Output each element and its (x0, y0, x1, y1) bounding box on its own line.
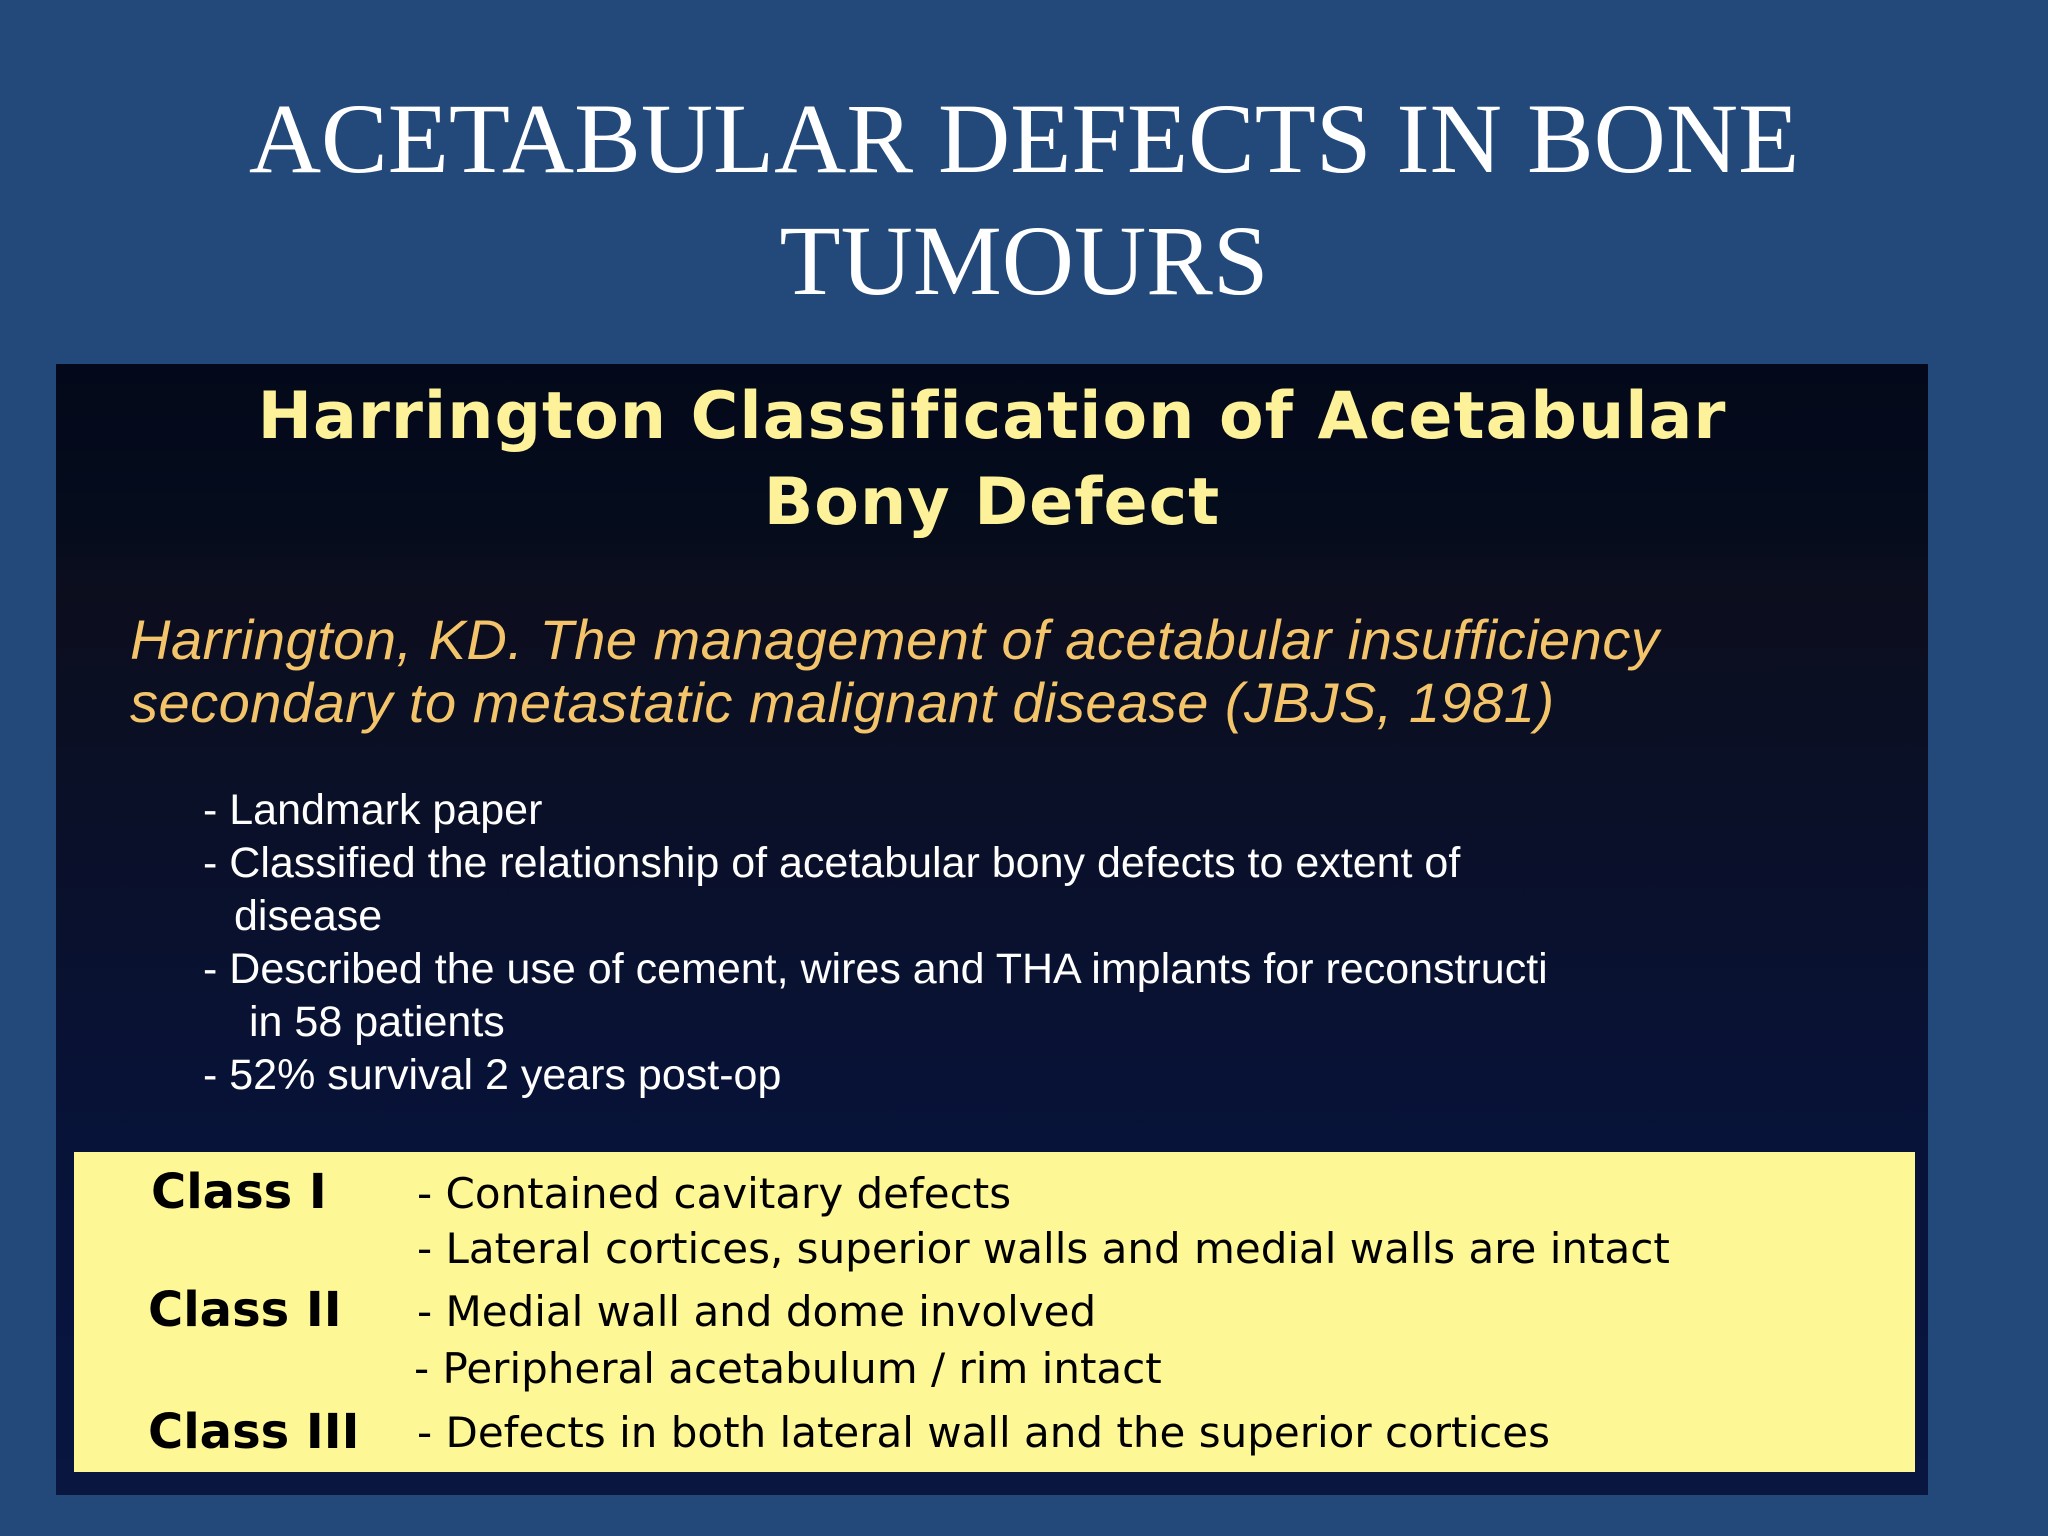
bullet-list (203, 784, 1928, 1102)
class-2-desc-1: - Medial wall and dome involved (417, 1287, 1097, 1336)
harrington-panel (56, 364, 1928, 1495)
bullet-item (203, 837, 1928, 943)
citation (130, 608, 1920, 734)
class-1-label: Class I (151, 1164, 327, 1220)
citation-line-2: secondary to metastatic malignant disease (JBJS, 1981) (130, 671, 1555, 734)
class-1-desc-2: - Lateral cortices, superior walls and medial walls are intact (417, 1224, 1670, 1273)
panel-heading (56, 374, 1928, 546)
bullet-item (203, 943, 1928, 1049)
slide-title-line-2: TUMOURS (779, 205, 1269, 316)
class-3-desc-1: - Defects in both lateral wall and the superior cortices (417, 1408, 1550, 1457)
bullet-item (203, 784, 1928, 837)
class-2-desc-2: - Peripheral acetabulum / rim intact (414, 1344, 1162, 1393)
bullet-text: - Landmark paper (203, 786, 543, 834)
bullet-continuation: disease (234, 892, 383, 940)
bullet-text: - Classified the relationship of acetabular bony defects to extent of (203, 839, 1461, 887)
class-3-label: Class III (148, 1404, 360, 1460)
bullet-item (203, 1049, 1928, 1102)
bullet-text: - 52% survival 2 years post-op (203, 1051, 782, 1099)
bullet-text: - Described the use of cement, wires and THA implants for reconstructi (203, 945, 1548, 993)
bullet-continuation: in 58 patients (249, 998, 505, 1046)
slide-title (0, 78, 2048, 322)
class-table (74, 1152, 1915, 1472)
slide-title-line-1: ACETABULAR DEFECTS IN BONE (248, 83, 1800, 194)
class-2-label: Class II (148, 1282, 342, 1338)
panel-heading-line-2: Bony Defect (763, 465, 1221, 540)
citation-line-1: Harrington, KD. The management of acetabular insufficiency (130, 608, 1660, 671)
panel-heading-line-1: Harrington Classification of Acetabular (257, 379, 1727, 454)
class-1-desc-1: - Contained cavitary defects (417, 1169, 1012, 1218)
